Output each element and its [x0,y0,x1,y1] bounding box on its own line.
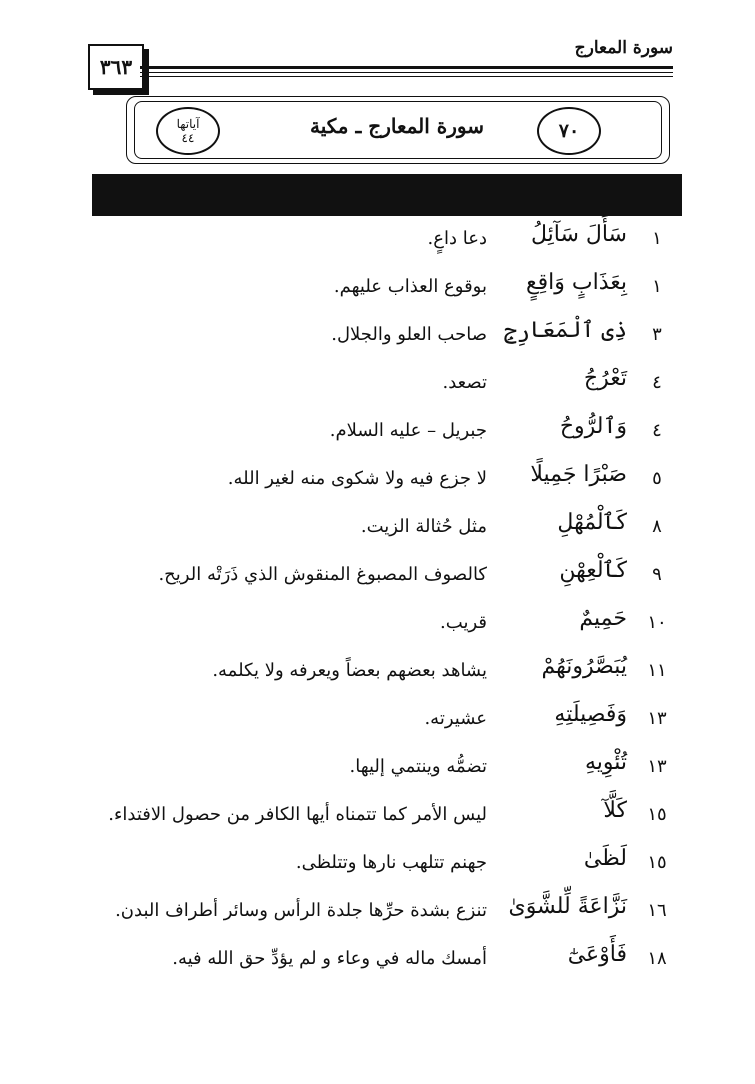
word-meaning: بوقوع العذاب عليهم. [333,276,487,297]
glossary-row [0,266,755,314]
ayah-number: ١ [652,276,662,297]
glossary-row [0,890,755,938]
word-meaning: لا جزع فيه ولا شكوى منه لغير الله. [227,468,487,489]
ayah-number: ١٨ [647,948,667,969]
glossary-row [0,650,755,698]
ayah-number: ١٣ [647,708,667,729]
ayat-label: آياتها [176,117,200,131]
glossary-row [0,842,755,890]
ayah-number: ١٠ [647,612,667,633]
surah-number: ٧٠ [558,120,580,142]
word-meaning: تضمُّه وينتمي إليها. [349,756,487,777]
glossary-row [0,554,755,602]
word-meaning: مثل حُثالة الزيت. [360,516,487,537]
quran-word: وَٱلرُّوحُ [559,414,627,439]
surah-title: سورة المعارج ـ مكية [309,114,484,138]
ayah-number: ٤ [652,372,662,393]
ayah-number: ١ [652,228,662,249]
quran-word: تَعْرُجُ [583,366,627,391]
word-meaning: ليس الأمر كما تتمناه أيها الكافر من حصول الافتداء. [108,804,487,825]
quran-word: سَأَلَ سَآئِلُ [530,222,627,247]
running-header-title: سورة المعارج [574,38,673,58]
ayah-number: ٣ [652,324,662,345]
header-rule [140,66,673,69]
word-meaning: دعا داعٍ. [427,228,487,249]
ayah-number: ١١ [647,660,667,681]
quran-word: كَلَّآ [603,798,627,823]
black-band [92,174,682,216]
glossary-row [0,602,755,650]
ayah-number: ١٣ [647,756,667,777]
header-rule [140,76,673,77]
quran-word: صَبْرًا جَمِيلًا [530,462,627,487]
ayah-number: ٥ [652,468,662,489]
glossary-row [0,314,755,362]
surah-number-badge [537,107,601,155]
glossary-row [0,698,755,746]
word-meaning: تنزع بشدة حرِّها جلدة الرأس وسائر أطراف البدن. [115,900,487,921]
quran-word: تُئْوِيهِ [584,750,627,775]
word-meaning: جبريل – عليه السلام. [329,420,487,441]
quran-word: وَفَصِيلَتِهِ [554,702,627,727]
quran-word: نَزَّاعَةً لِّلشَّوَىٰ [508,894,627,919]
ayah-number: ٨ [652,516,662,537]
ayah-number: ١٦ [647,900,667,921]
header-rule [140,72,673,73]
ayah-number: ١٥ [647,804,667,825]
ayah-number: ٩ [652,564,662,585]
glossary-row [0,218,755,266]
word-meaning: يشاهد بعضهم بعضاً ويعرفه ولا يكلمه. [212,660,487,681]
glossary-row [0,938,755,986]
glossary-row [0,506,755,554]
quran-word: لَظَىٰ [583,846,627,871]
ayat-count-badge [156,107,220,155]
quran-word: بِعَذَابٍ وَاقِعٍ [525,270,627,295]
word-meaning: كالصوف المصبوغ المنقوش الذي ذَرَتْه الريح. [158,564,487,585]
quran-word: كَٱلْمُهْلِ [557,510,627,535]
ayah-number: ١٥ [647,852,667,873]
word-meaning: قريب. [440,612,487,633]
page-number: ٣٦٣ [88,44,144,90]
word-meaning: جهنم تتلهب نارها وتتلظى. [295,852,487,873]
ayat-count: ٤٤ [181,131,195,145]
glossary-row [0,362,755,410]
word-meaning: تصعد. [442,372,487,393]
glossary-row [0,458,755,506]
quran-word: حَمِيمٌ [579,606,627,631]
word-meaning: صاحب العلو والجلال. [331,324,487,345]
glossary-row [0,410,755,458]
quran-word: كَٱلْعِهْنِ [559,558,627,583]
glossary-row [0,794,755,842]
ayah-number: ٤ [652,420,662,441]
word-meaning: عشيرته. [424,708,487,729]
word-meaning: أمسك ماله في وعاء و لم يؤدِّ حق الله فيه. [172,948,487,969]
quran-word: يُبَصَّرُونَهُمْ [541,654,627,679]
glossary-row [0,746,755,794]
quran-word: ذِى ٱلْمَعَارِجِ [503,318,627,343]
quran-word: فَأَوْعَىٰٓ [567,942,627,967]
